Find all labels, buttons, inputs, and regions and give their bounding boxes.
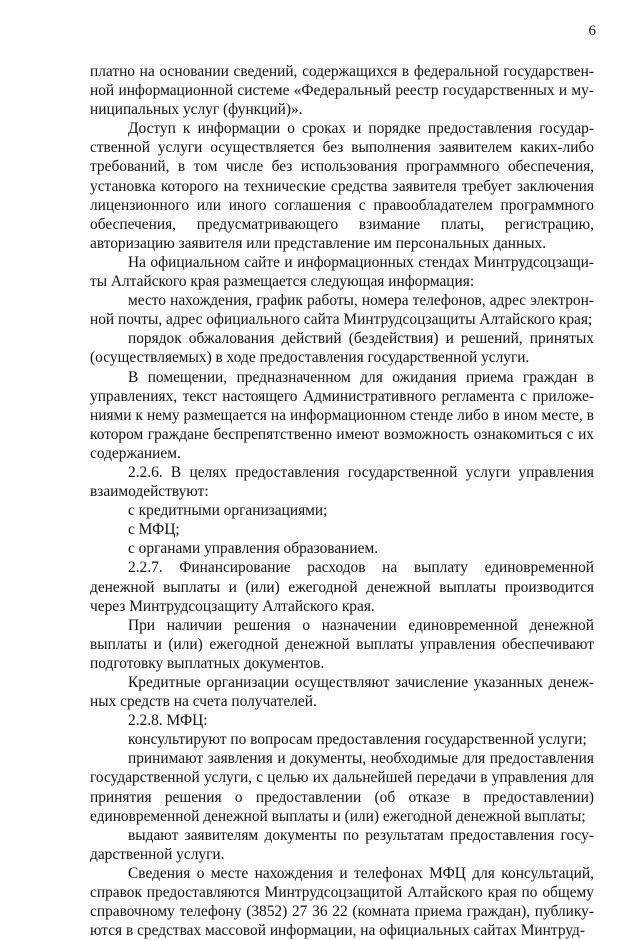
paragraph: На официальном сайте и информационных стендах Минтрудсоцзащиты Алтайского края размещается следующая информация: — [90, 253, 594, 291]
paragraph: Сведения о месте нахождения и телефонах МФЦ для консультаций, справок предоставляются Минтрудсоцзащитой Алтайского края по общему справочному телефону (3852) 27 36 22 (комната приема граждан), публикуются в средствах массовой информации, на официальных сайтах Минтруд- — [90, 864, 594, 940]
paragraph: консультируют по вопросам предоставления государственной услуги; — [128, 731, 587, 749]
paragraph: При наличии решения о назначении единовременной денежной выплаты и (или) ежегодной денежной выплаты управления обеспечивают подготовку выплатных документов. — [90, 616, 594, 672]
paragraph: В помещении, предназначенном для ожидания приема граждан в управлениях, текст настоящего Административного регламента с приложениями к нему размещается на информационном стенде либо в ином месте, в котором граждане беспрепятственно имеют возможность ознакомиться с их содержанием. — [90, 368, 594, 462]
paragraph: Доступ к информации о сроках и порядке предоставления государственной услуги осуществляется без выполнения заявителем каких-либо требований, в том числе без использования программного обеспечения, установка которого на технические средства заявителя требует заключения лицензионного или иного соглашения с правообладателем программного обеспечения, предусматривающего взимание платы, регистрацию, авторизацию заявителя или представление им персональных данных. — [90, 120, 594, 252]
paragraph: с кредитными организациями; — [128, 502, 328, 520]
paragraph: Кредитные организации осуществляют зачисление указанных денежных средств на счета получателей. — [90, 674, 594, 711]
page-number: 6 — [588, 23, 596, 39]
paragraph: выдают заявителям документы по результатам предоставления государственной услуги. — [90, 826, 594, 863]
paragraph: платно на основании сведений, содержащихся в федеральной государственной информационной системе «Федеральный реестр государственных и муниципальных услуг (функций)». — [90, 63, 594, 119]
paragraph: порядок обжалования действий (бездействия) и решений, принятых (осуществляемых) в ходе предоставления государственной услуги. — [90, 330, 594, 367]
paragraph: 2.2.8. МФЦ: — [128, 712, 208, 730]
paragraph: с МФЦ; — [128, 521, 180, 539]
paragraph: 2.2.6. В целях предоставления государственной услуги управления взаимодействуют: — [90, 463, 594, 501]
paragraph: 2.2.7. Финансирование расходов на выплату единовременной денежной выплаты и (или) ежегодной денежной выплаты производится через Минтрудсоцзащиту Алтайского края. — [90, 559, 594, 615]
paragraph: с органами управления образованием. — [128, 540, 379, 558]
paragraph: место нахождения, график работы, номера телефонов, адрес электронной почты, адрес официального сайта Минтрудсоцзащиты Алтайского края; — [90, 292, 594, 329]
paragraph: принимают заявления и документы, необходимые для предоставления государственной услуги, с целью их дальнейшей передачи в управления для принятия решения о предоставлении (об отказе в предоставлении) единовременной денежной выплаты и (или) ежегодной денежной выплаты; — [90, 750, 594, 825]
document-body — [90, 62, 594, 940]
